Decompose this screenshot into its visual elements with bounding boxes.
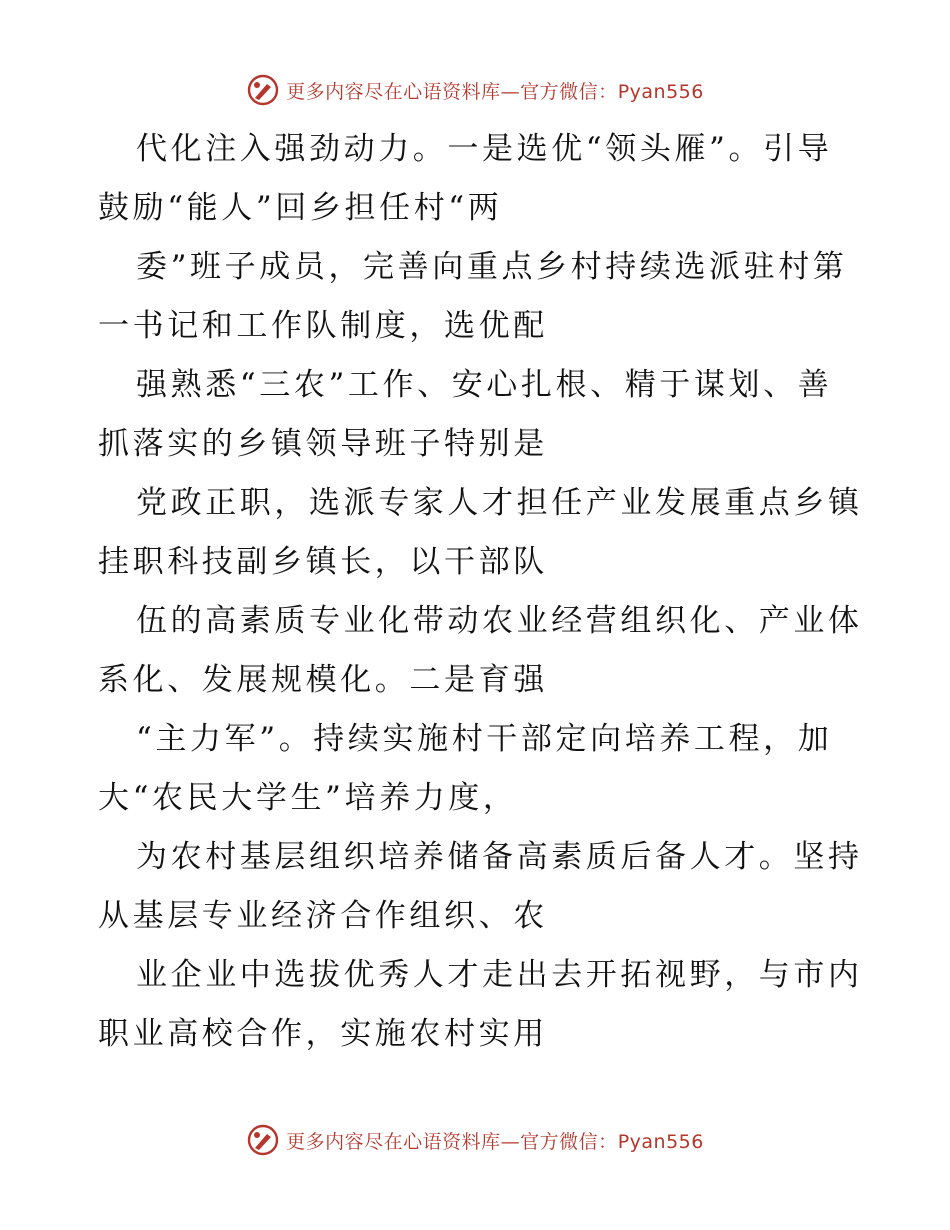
text-line: 代化注入强劲动力。一是选优“领头雁”。引导: [136, 131, 833, 167]
footer-wechat-label: 官方微信：: [520, 1130, 618, 1153]
header-wechat-id: Pyan556: [617, 80, 704, 103]
header-banner-text: [286, 77, 704, 104]
text-line: 大“农民大学生”培养力度，: [98, 780, 518, 816]
footer-banner-text: [286, 1127, 704, 1154]
text-line: 为农村基层组织培养储备高素质后备人才。坚持: [136, 839, 863, 875]
text-line: 一书记和工作队制度，选优配: [98, 308, 548, 344]
pen-nib-logo-icon: [246, 1123, 280, 1157]
text-line: 系化、发展规模化。二是育强: [98, 662, 548, 698]
text-line: “主力军”。持续实施村干部定向培养工程，加: [136, 721, 833, 757]
footer-dash: —: [500, 1130, 521, 1153]
footer-brand-text: 更多内容尽在心语资料库: [286, 1130, 501, 1153]
text-line: 伍的高素质专业化带动农业经营组织化、产业体: [136, 603, 863, 639]
footer-watermark-banner: [0, 1120, 950, 1160]
text-line: 挂职科技副乡镇长，以干部队: [98, 544, 548, 580]
text-line: 党政正职，选派专家人才担任产业发展重点乡镇: [136, 485, 863, 521]
header-dash: —: [500, 80, 521, 103]
text-line: 职业高校合作，实施农村实用: [98, 1016, 548, 1052]
text-line: 从基层专业经济合作组织、农: [98, 898, 548, 934]
header-watermark-banner: [0, 70, 950, 110]
header-brand-text: 更多内容尽在心语资料库: [286, 80, 501, 103]
text-line: 业企业中选拔优秀人才走出去开拓视野，与市内: [136, 957, 863, 993]
text-line: 抓落实的乡镇领导班子特别是: [98, 426, 548, 462]
document-body: [98, 120, 863, 1064]
header-wechat-label: 官方微信：: [520, 80, 618, 103]
pen-nib-logo-icon: [246, 73, 280, 107]
text-line: 鼓励“能人”回乡担任村“两: [98, 190, 503, 226]
footer-wechat-id: Pyan556: [617, 1130, 704, 1153]
text-line: 委”班子成员，完善向重点乡村持续选派驻村第: [136, 249, 848, 285]
text-line: 强熟悉“三农”工作、安心扎根、精于谋划、善: [136, 367, 833, 403]
